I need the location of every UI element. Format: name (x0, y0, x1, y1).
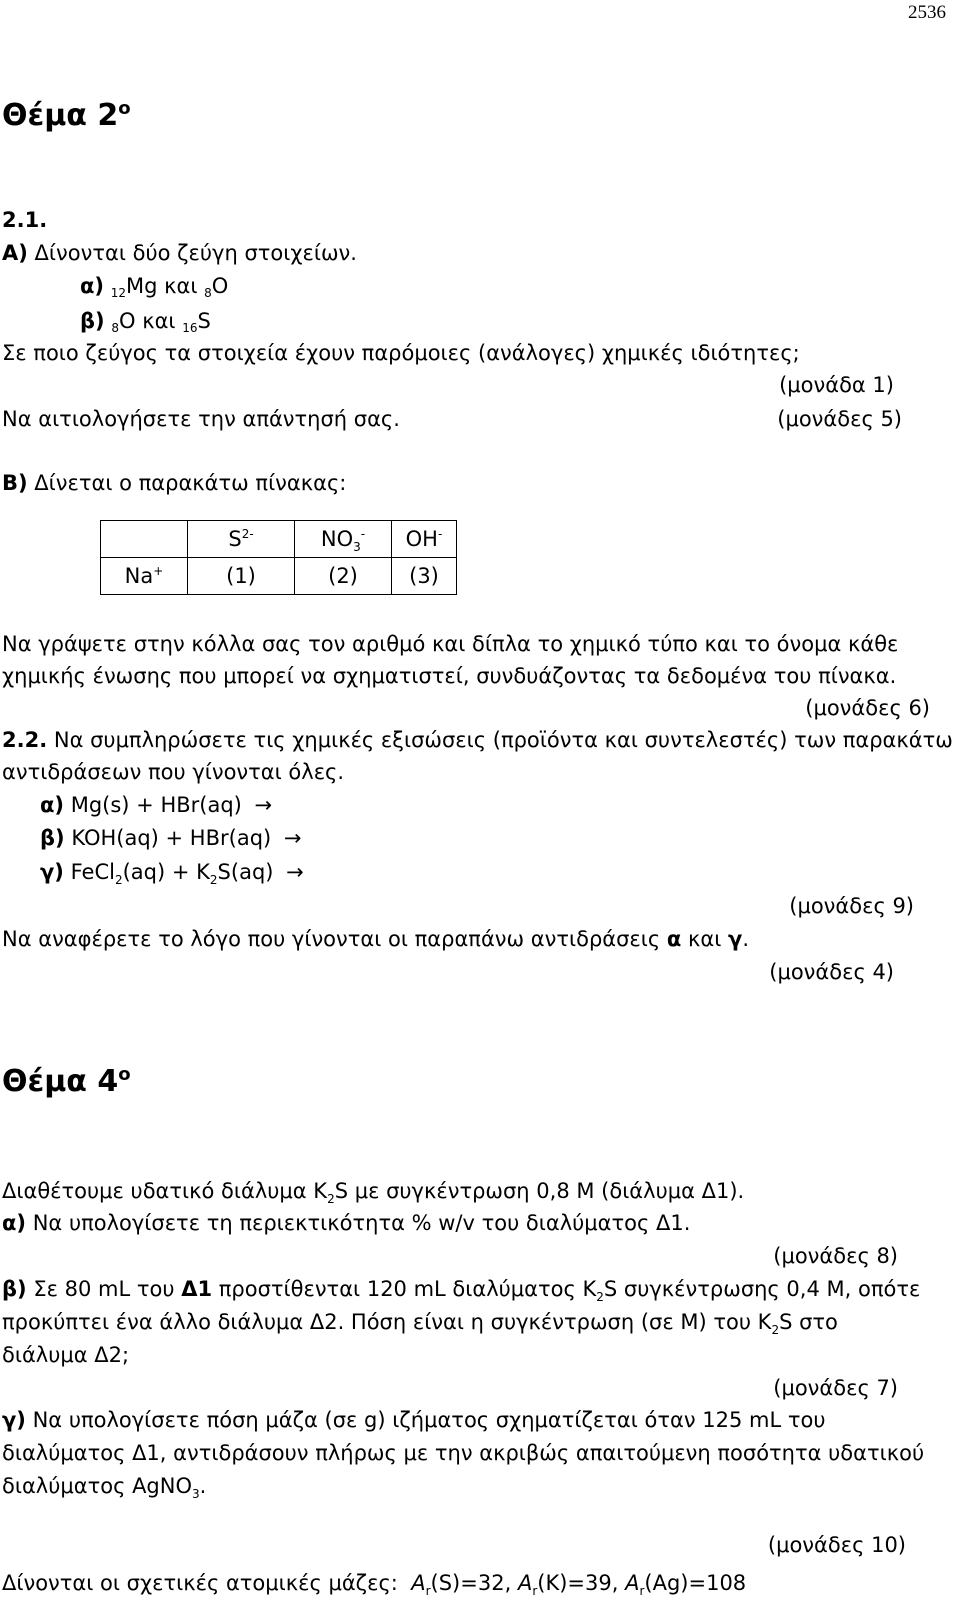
instruction-line-1: Να γράψετε στην κόλλα σας τον αριθμό και δίπλα το χημικό τύπο και το όνομα κάθε (2, 632, 899, 656)
points-8: (μονάδες 8) (773, 1244, 898, 1268)
table-cell-3: (3) (392, 558, 457, 595)
question-4b-line-2: προκύπτει ένα άλλο διάλυμα Δ2. Πόση είναι η συγκέντρωση (σε M) του $K_2S$ στο (2, 1310, 838, 1338)
reaction-arrow: → (254, 793, 273, 817)
part-b-statement: Β) Δίνεται ο παρακάτω πίνακας: (2, 471, 347, 495)
table-corner-cell (101, 521, 188, 558)
topic4-intro: Διαθέτουμε υδατικό διάλυμα $K_2S$ με συγκέντρωση 0,8 M (διάλυμα Δ1). (2, 1179, 745, 1207)
points-5: (μονάδες 5) (777, 407, 902, 431)
points-6: (μονάδες 6) (805, 696, 930, 720)
question-4a: α) Να υπολογίσετε τη περιεκτικότητα % w/v του διαλύματος Δ1. (2, 1211, 691, 1235)
reaction-b: β) KOH(aq) + HBr(aq) → (40, 826, 302, 850)
reaction-arrow: → (283, 826, 302, 850)
justify-instruction: Να αιτιολογήσετε την απάντησή σας. (2, 407, 400, 431)
reaction-arrow: → (286, 860, 304, 884)
topic2-heading: Θέμα $2^o$ (2, 98, 131, 133)
points-1: (μονάδα 1) (779, 373, 894, 397)
pair-b: β) 8O και 16S (80, 309, 211, 335)
question-4c-line-2: διαλύματος Δ1, αντιδράσουν πλήρως με την ακριβώς απαιτούμενη ποσότητα υδατικού (2, 1441, 925, 1465)
question-4c-line-1: γ) Να υπολογίσετε πόση μάζα (σε g) ιζήματος σχηματίζεται όταν 125 mL του (2, 1408, 826, 1432)
question-2-2-line-2: αντιδράσεων που γίνονται όλες. (2, 760, 345, 784)
reason-instruction: Να αναφέρετε το λόγο που γίνονται οι παραπάνω αντιδράσεις α και γ. (2, 927, 750, 951)
instruction-line-2: χημικής ένωσης που μπορεί να σχηματιστεί, συνδυάζοντας τα δεδομένα του πίνακα. (2, 664, 897, 688)
table-header-sulfide: $S^{2-}$ (188, 521, 295, 558)
question-4b-line-3: διάλυμα Δ2; (2, 1343, 130, 1367)
points-4: (μονάδες 4) (769, 960, 894, 984)
part-a-statement: Α) Δίνονται δύο ζεύγη στοιχείων. (2, 241, 357, 265)
points-7: (μονάδες 7) (773, 1376, 898, 1400)
question-4b-line-1: β) Σε 80 mL του Δ1 προστίθενται 120 mL διαλύματος $K_2S$ συγκέντρωσης 0,4 M, οπότε (2, 1277, 921, 1305)
reaction-a: α) Mg(s) + HBr(aq) → (40, 793, 273, 817)
points-10: (μονάδες 10) (767, 1533, 906, 1557)
page-number: 2536 (908, 2, 946, 23)
points-9: (μονάδες 9) (789, 894, 914, 918)
topic4-heading: Θέμα $4^o$ (2, 1064, 131, 1099)
question-similar-properties: Σε ποιο ζεύγος τα στοιχεία έχουν παρόμοιες (ανάλογες) χημικές ιδιότητες; (2, 341, 800, 365)
pair-a: α) 12Mg και 8O (80, 274, 229, 300)
table-row-header-sodium: Na+ (101, 558, 188, 595)
question-2-2-line-1: 2.2. Να συμπληρώσετε τις χημικές εξισώσεις (προϊόντα και συντελεστές) των παρακάτω (2, 728, 953, 752)
question-2-1-number: 2.1. (2, 208, 48, 232)
heading-superscript: ο (118, 98, 131, 119)
ions-table (100, 520, 457, 595)
question-4c-line-3: διαλύματος AgNO$_3$. (2, 1474, 207, 1502)
table-header-nitrate: $NO_3^-$ (295, 521, 392, 558)
atomic-masses-given: Δίνονται οι σχετικές ατομικές μάζες: $A_r(S)=32$, $A_r(K)=39$, $A_r(Ag)=108$ (2, 1571, 747, 1599)
table-header-hydroxide: OH- (392, 521, 457, 558)
table-cell-1: (1) (188, 558, 295, 595)
reaction-c: γ) FeCl$_2$(aq) + $K_2S(aq)$ → (40, 860, 304, 888)
table-cell-2: (2) (295, 558, 392, 595)
heading-superscript: ο (118, 1064, 131, 1085)
